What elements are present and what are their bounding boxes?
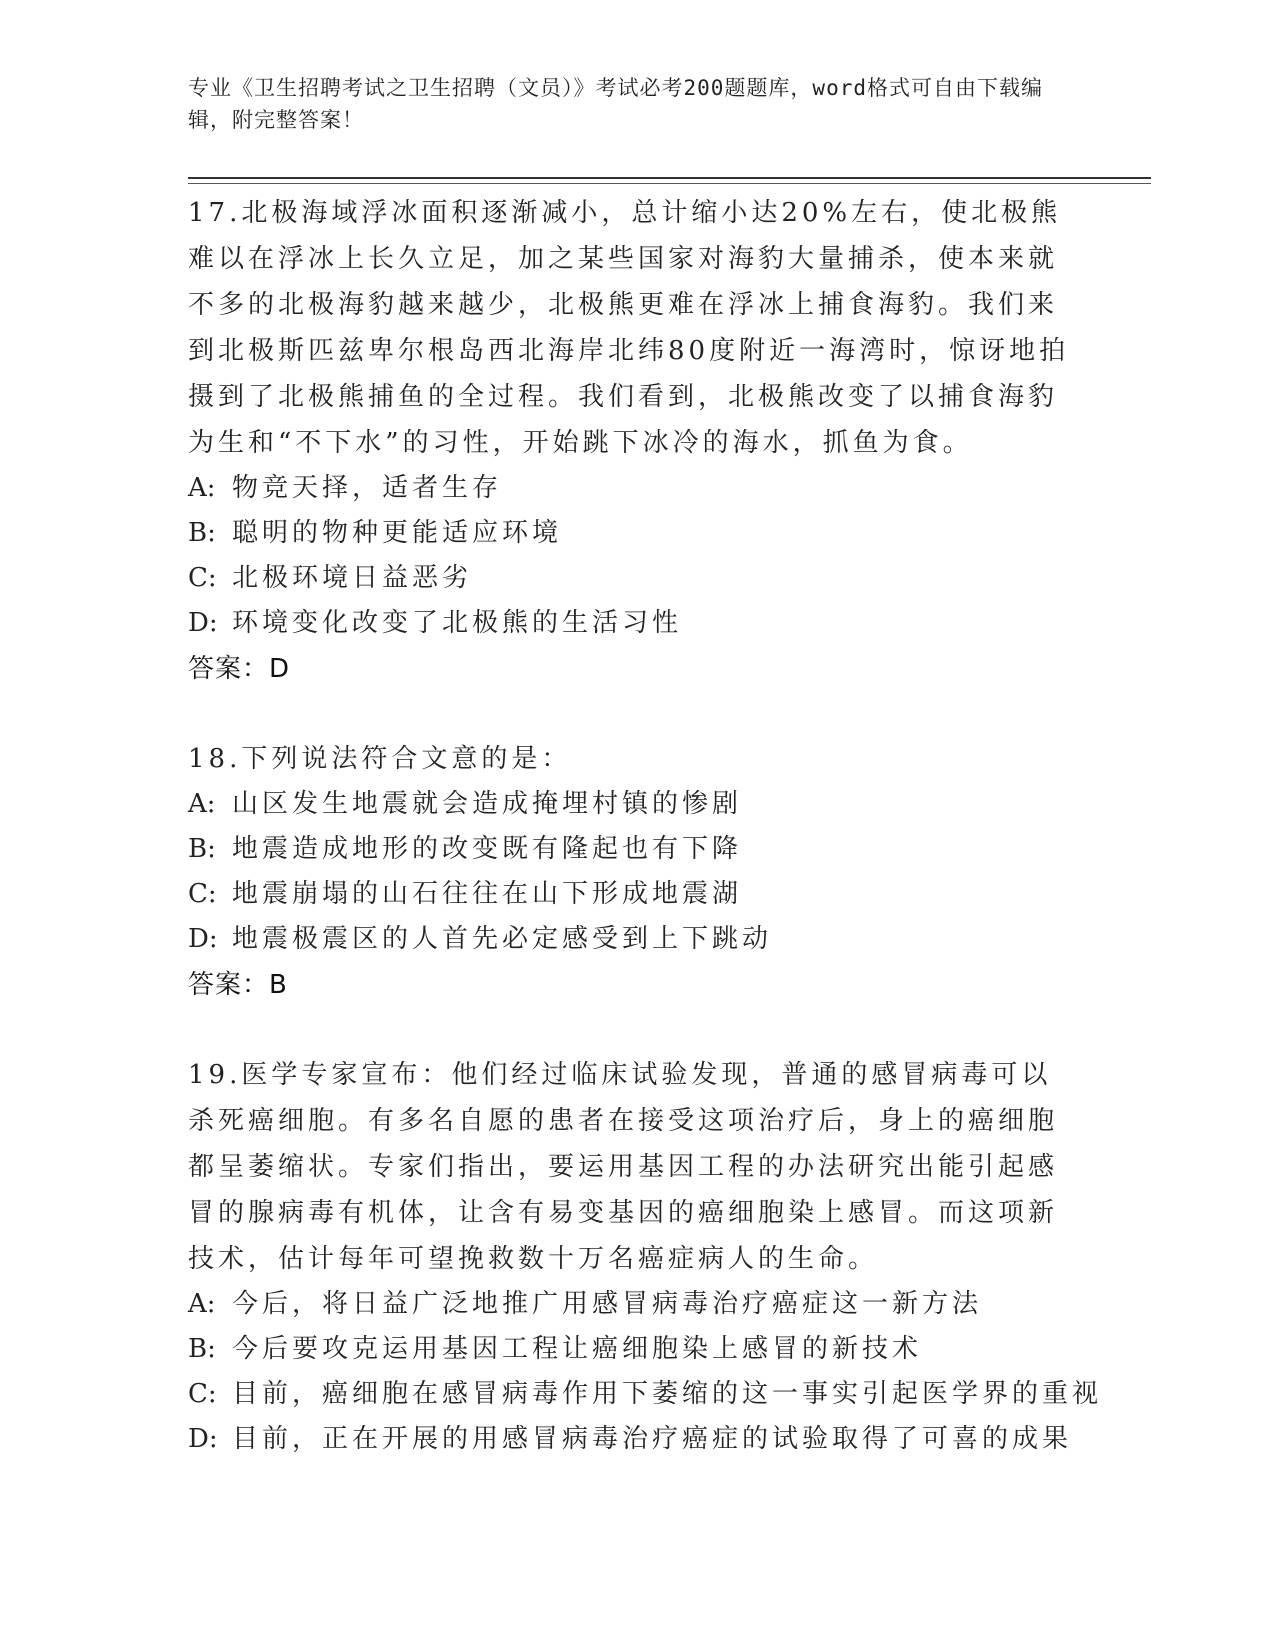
option-text: 物竞天择，适者生存 <box>232 473 503 503</box>
option-text: 山区发生地震就会造成掩埋村镇的惨剧 <box>232 789 743 819</box>
question-stem: 17.北极海域浮冰面积逐渐减小，总计缩小达20%左右，使北极熊难以在浮冰上长久立足，加之某些国家对海豹大量捕杀，使本来就不多的北极海豹越来越少，北极熊更难在浮冰上捕食海豹。我们来到北极斯匹兹卑尔根岛西北海岸北纬80度附近一海湾时，惊讶地拍摄到了北极熊捕鱼的全过程。我们看到，北极熊改变了以捕食海豹为生和“不下水”的习性，开始跳下冰冷的海水，抓鱼为食。 <box>188 198 1070 458</box>
option-letter: A: <box>188 789 216 819</box>
option-letter: A: <box>188 473 216 503</box>
option-letter: C: <box>188 563 217 593</box>
question-stem: 19.医学专家宣布：他们经过临床试验发现，普通的感冒病毒可以杀死癌细胞。有多名自愿的患者在接受这项治疗后，身上的癌细胞都呈萎缩状。专家们指出，要运用基因工程的办法研究出能引起感冒的腺病毒有机体，让含有易变基因的癌细胞染上感冒。而这项新技术，估计每年可望挽救数十万名癌症病人的生命。 <box>188 1060 1059 1274</box>
question-list <box>188 190 1103 1506</box>
option-c <box>188 872 1078 917</box>
answer-line: 答案：D <box>188 654 291 684</box>
question-19 <box>188 1052 1103 1462</box>
option-text: 北极环境日益恶劣 <box>232 563 473 593</box>
option-text: 地震崩塌的山石往往在山下形成地震湖 <box>232 879 743 909</box>
header-divider-thick <box>188 177 1151 179</box>
option-text: 今后要攻克运用基因工程让癌细胞染上感冒的新技术 <box>232 1334 923 1364</box>
option-text: 环境变化改变了北极熊的生活习性 <box>232 608 683 638</box>
option-c <box>188 1372 1103 1417</box>
option-d <box>188 917 1078 962</box>
option-text: 地震造成地形的改变既有隆起也有下降 <box>232 834 743 864</box>
option-letter: C: <box>188 1379 217 1409</box>
option-text: 聪明的物种更能适应环境 <box>232 518 563 548</box>
question-stem: 18.下列说法符合文意的是： <box>188 744 572 774</box>
option-b <box>188 1327 1078 1372</box>
question-18 <box>188 736 1078 1008</box>
option-text: 今后，将日益广泛地推广用感冒病毒治疗癌症这一新方法 <box>232 1289 983 1319</box>
option-a <box>188 782 1078 827</box>
option-letter: B: <box>188 518 216 548</box>
option-b <box>188 827 1078 872</box>
option-a <box>188 1282 1078 1327</box>
option-text: 地震极震区的人首先必定感受到上下跳动 <box>232 924 773 954</box>
question-17 <box>188 190 1078 692</box>
option-b <box>188 511 1078 556</box>
option-letter: D: <box>188 1424 218 1454</box>
option-c <box>188 556 1078 601</box>
header-divider-thin <box>188 183 1151 184</box>
option-letter: A: <box>188 1289 216 1319</box>
option-d <box>188 1417 1078 1462</box>
option-letter: D: <box>188 608 218 638</box>
option-text: 目前，癌细胞在感冒病毒作用下萎缩的这一事实引起医学界的重视 <box>232 1379 1103 1409</box>
option-letter: C: <box>188 879 217 909</box>
option-d <box>188 601 1078 646</box>
option-a <box>188 466 1078 511</box>
document-header: 专业《卫生招聘考试之卫生招聘（文员）》考试必考200题题库，word格式可自由下载编辑，附完整答案！ <box>188 76 1043 132</box>
answer-line: 答案：B <box>188 970 288 1000</box>
option-letter: B: <box>188 834 216 864</box>
option-letter: B: <box>188 1334 216 1364</box>
option-letter: D: <box>188 924 218 954</box>
option-text: 目前，正在开展的用感冒病毒治疗癌症的试验取得了可喜的成果 <box>232 1424 1073 1454</box>
